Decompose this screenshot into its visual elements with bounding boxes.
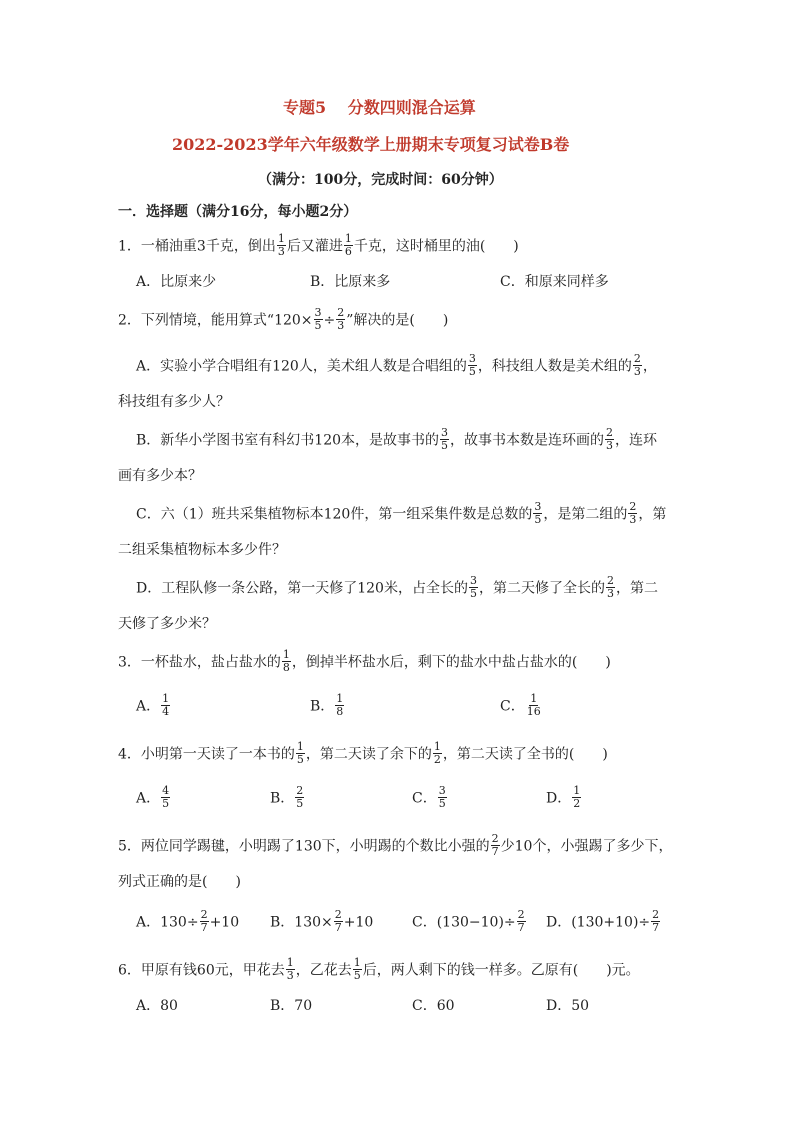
- q5-option-d[interactable]: D．(130+10)÷ $\frac{2}{7}$: [546, 908, 660, 934]
- question-5: 5．两位同学踢毽，小明踢了130下，小明踢的个数比小强的 $\frac{2}{7}$ 少10个，小强踢了多少下，: [118, 832, 673, 858]
- q4-option-a[interactable]: A． $\frac{4}{5}$: [136, 784, 170, 810]
- page-title: 专题5 分数四则混合运算: [283, 98, 476, 117]
- q6-option-c[interactable]: C．60: [412, 998, 455, 1014]
- q2-option-b-cont: 画有多少本？: [118, 468, 202, 484]
- question-6: 6．甲原有钱60元，甲花去 $\frac{1}{3}$ ，乙花去 $\frac{1}{5}$ 后，两人剩下的钱一样多。乙原有( )元。: [118, 956, 640, 982]
- q1-option-c[interactable]: C．和原来同样多: [500, 274, 609, 290]
- question-1: 1．一桶油重3千克，倒出 $\frac{1}{3}$ 后又灌进 $\frac{1}{6}$ 千克，这时桶里的油( ): [118, 232, 519, 258]
- q4-option-d[interactable]: D． $\frac{1}{2}$: [546, 784, 581, 810]
- q6-option-d[interactable]: D．50: [546, 998, 590, 1014]
- q2-option-b[interactable]: B．新华小学图书室有科幻书120本，是故事书的 $\frac{3}{5}$ ，故事书本数是连环画的 $\frac{2}{3}$ ，连环: [136, 426, 658, 452]
- q2-option-a-cont: 科技组有多少人？: [118, 394, 230, 410]
- question-3: 3．一杯盐水，盐占盐水的 $\frac{1}{8}$ ，倒掉半杯盐水后，剩下的盐水中盐占盐水的( ): [118, 648, 611, 674]
- q5-option-b[interactable]: B．130× $\frac{2}{7}$ +10: [270, 908, 374, 934]
- page-subtitle: 2022-2023学年六年级数学上册期末专项复习试卷B卷: [172, 135, 570, 154]
- q3-option-c[interactable]: C． $\frac{1}{16}$: [500, 692, 541, 718]
- q3-option-b[interactable]: B． $\frac{1}{8}$: [310, 692, 344, 718]
- q6-option-a[interactable]: A．80: [136, 998, 178, 1014]
- q4-option-b[interactable]: B． $\frac{2}{5}$: [270, 784, 304, 810]
- q1-option-b[interactable]: B．比原来多: [310, 274, 391, 290]
- q3-option-a[interactable]: A． $\frac{1}{4}$: [136, 692, 170, 718]
- question-4: 4．小明第一天读了一本书的 $\frac{1}{5}$ ，第二天读了余下的 $\frac{1}{2}$ ，第二天读了全书的( ): [118, 740, 608, 766]
- q4-option-c[interactable]: C． $\frac{3}{5}$: [412, 784, 446, 810]
- question-5-cont: 列式正确的是( ): [118, 874, 241, 890]
- exam-info: （满分：100分，完成时间：60分钟）: [258, 172, 503, 188]
- q6-option-b[interactable]: B．70: [270, 998, 313, 1014]
- q1-option-a[interactable]: A．比原来少: [136, 274, 217, 290]
- q2-option-c[interactable]: C．六（1）班共采集植物标本120件，第一组采集件数是总数的 $\frac{3}{5}$ ，是第二组的 $\frac{2}{3}$ ，第: [136, 500, 667, 526]
- q5-option-a[interactable]: A．130÷ $\frac{2}{7}$ +10: [136, 908, 240, 934]
- question-2: 2．下列情境，能用算式“120× $\frac{3}{5}$ ÷ $\frac{2}{3}$ ”解决的是( ): [118, 306, 449, 332]
- q2-option-a[interactable]: A．实验小学合唱组有120人，美术组人数是合唱组的 $\frac{3}{5}$ ，科技组人数是美术组的 $\frac{2}{3}$ ，: [136, 352, 657, 378]
- q2-option-c-cont: 二组采集植物标本多少件？: [118, 542, 286, 558]
- q2-option-d[interactable]: D．工程队修一条公路，第一天修了120米，占全长的 $\frac{3}{5}$ ，第二天修了全长的 $\frac{2}{3}$ ，第二: [136, 574, 658, 600]
- section-heading: 一．选择题（满分16分，每小题2分）: [118, 204, 358, 220]
- q2-option-d-cont: 天修了多少米？: [118, 616, 216, 632]
- q5-option-c[interactable]: C．(130−10)÷ $\frac{2}{7}$: [412, 908, 525, 934]
